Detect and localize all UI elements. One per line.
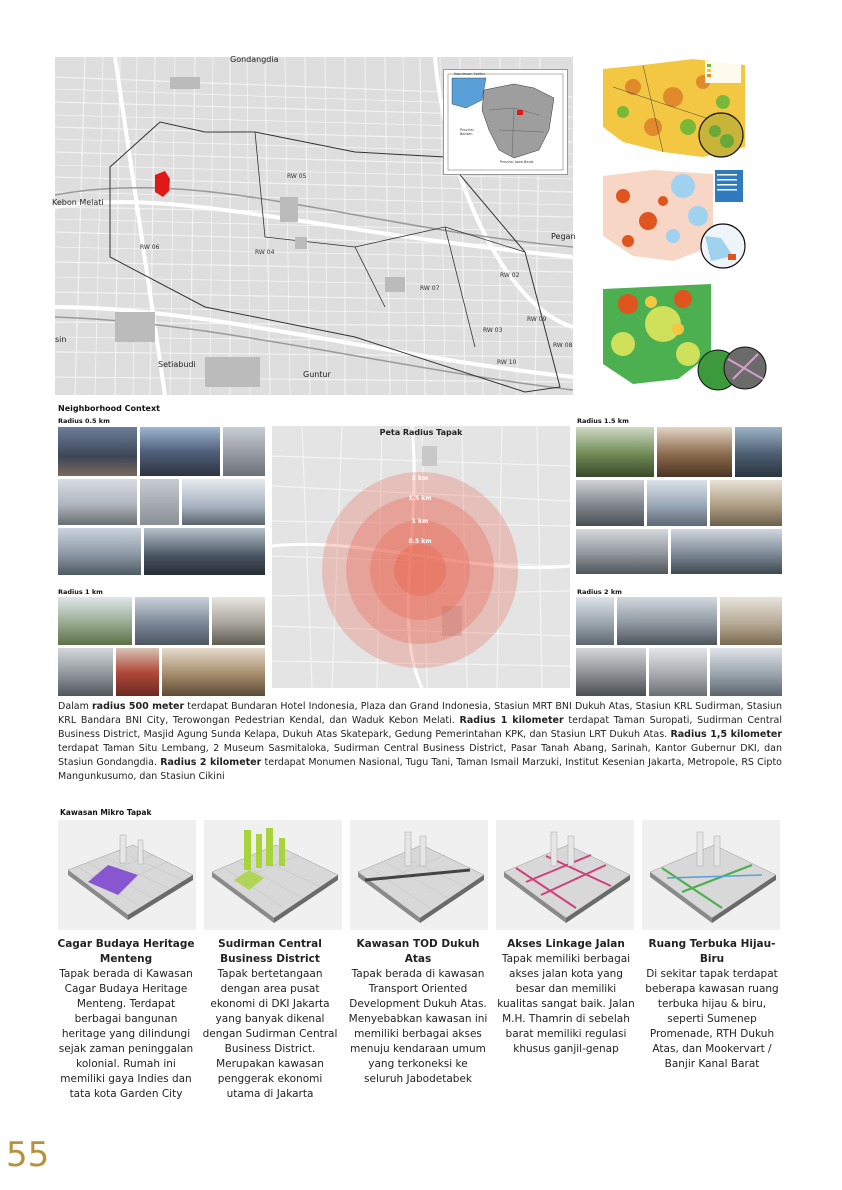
micro-item-linkage	[496, 937, 636, 1057]
photo-tanah-abang	[576, 480, 644, 526]
ring-05km	[394, 544, 446, 596]
photo-skatepark	[58, 648, 113, 696]
radius-2-label: Radius 2 km	[577, 588, 622, 596]
map-label-pegangsaan: Pegan	[551, 232, 576, 241]
photo-tugu-tani	[617, 597, 717, 645]
map-label-rw02: RW 02	[500, 272, 520, 279]
photo-rscm	[710, 648, 782, 696]
micro-body-linkage: Tapak memiliki berbagai akses jalan kota yang besar dan memiliki kualitas sangat baik. Jalan M.H. Thamrin di sebelah barat memiliki regulasi khusus ganjil-genap	[497, 953, 635, 1055]
micro-title: Kawasan Mikro Tapak	[60, 808, 152, 817]
micro-body-heritage: Tapak berada di Kawasan Cagar Budaya Heritage Menteng. Terdapat berbagai bangunan heritage yang dilindungi sejak zaman peninggalan kolonial. Rumah ini memiliki gaya Indies dan tata kota Garden City	[58, 968, 194, 1100]
inset-label-top: Kepulauan Seribu	[454, 72, 485, 76]
site-location-map	[52, 55, 576, 395]
photo-scbd-2	[735, 427, 782, 477]
micro-image-heritage	[58, 820, 196, 930]
thematic-map-2	[603, 166, 745, 272]
photo-monas	[576, 597, 614, 645]
map-label-kebon-melati: Kebon Melati	[52, 198, 104, 207]
map-label-rw05: RW 05	[287, 173, 307, 180]
micro-title-tod: Kawasan TOD Dukuh Atas	[356, 938, 480, 965]
map-label-setiabudi: Setiabudi	[158, 360, 196, 369]
photo-krl-sudirman	[58, 528, 141, 575]
neighborhood-title: Neighborhood Context	[58, 404, 160, 413]
map-label-rw04: RW 04	[255, 249, 275, 256]
micro-body-tod: Tapak berada di kawasan Transport Oriented Development Dukuh Atas. Menyebabkan kawasan ini memiliki berbagai akses menuju kendaraan umum yang terkoneksi ke seluruh Jabodetabek	[348, 968, 488, 1085]
map-label-rw03: RW 03	[483, 327, 503, 334]
para-bold-radius-2km: Radius 2 kilometer	[160, 757, 262, 768]
para-bold-radius-15km: Radius 1,5 kilometer	[670, 729, 783, 740]
photo-kpk	[116, 648, 159, 696]
radius-15-label: Radius 1.5 km	[577, 417, 629, 425]
radius-1-label: Radius 1 km	[58, 588, 103, 596]
photo-museum	[657, 427, 732, 477]
neighborhood-description	[58, 700, 782, 784]
photo-gondangdia-1	[576, 529, 668, 574]
radius-map	[272, 426, 570, 688]
radius-05-label: Radius 0.5 km	[58, 417, 110, 425]
map-label-sin: sin	[55, 335, 67, 344]
micro-item-tod	[348, 937, 488, 1087]
photo-tim	[720, 597, 782, 645]
map-label-rw08: RW 08	[553, 342, 573, 349]
micro-body-scbd: Tapak bertetangaan dengan area pusat ekonomi di DKI Jakarta yang banyak dikenal dengan Sudirman Central Business District. Merupakan kawasan penggerak ekonomi utama di Jakarta	[202, 968, 338, 1100]
micro-image-rth	[642, 820, 780, 930]
photo-tower	[223, 427, 265, 476]
micro-item-rth	[642, 937, 782, 1072]
micro-item-heritage	[56, 937, 196, 1102]
map-label-gondangdia: Gondangdia	[230, 55, 279, 64]
photo-grand-indonesia	[140, 427, 220, 476]
photo-gondangdia-2	[671, 529, 782, 574]
photo-taman-suropati	[58, 597, 132, 645]
micro-title-scbd: Sudirman Central Business District	[218, 938, 322, 965]
ring-label-2km: 2 km	[411, 475, 429, 482]
para-text-2: terdapat Bundaran Hotel Indonesia, Plaza dan Grand Indonesia, Stasiun MRT BNI Dukuh Atas, Stasiun KRL Sudirman, Stasiun KRL Bandara BNI City, Terowongan Pedestrian Kendal, dan Waduk Kebon Melati.	[58, 701, 783, 726]
photo-metropole	[649, 648, 707, 696]
map-label-rw10: RW 10	[497, 359, 517, 366]
para-text-4: terdapat Taman Situ Lembang, 2 Museum Sasmitaloka, Sudirman Central Business District, Pasar Tanah Abang, Sarinah, Kantor Gubernur DKI, dan Stasiun Gondangdia.	[58, 743, 782, 768]
micro-body-rth: Di sekitar tapak terdapat beberapa kawasan ruang terbuka hijau & biru, seperti Sumenep Promenade, RTH Dukuh Atas, dan Mookervart / Banjir Kanal Barat	[645, 968, 779, 1070]
photo-lrt	[162, 648, 265, 696]
map-label-guntur: Guntur	[303, 370, 331, 379]
map-label-rw07: RW 07	[420, 285, 440, 292]
micro-image-linkage	[496, 820, 634, 930]
map-label-rw09: RW 09	[527, 316, 547, 323]
micro-title-rth: Ruang Terbuka Hijau-Biru	[648, 938, 776, 965]
photo-sarinah	[647, 480, 707, 526]
inset-label-bottom: Provinsi Jawa Barat	[500, 160, 534, 164]
photo-scbd	[135, 597, 209, 645]
para-bold-radius-1km: Radius 1 kilometer	[459, 715, 564, 726]
para-text-3: terdapat Taman Suropati, Sudirman Central Business District, Masjid Agung Sunda Kelapa, Dukuh Atas Skatepark, Gedung Pemerintahan KPK, dan Stasiun LRT Dukuh Atas.	[58, 715, 782, 740]
map-label-rw06: RW 06	[140, 244, 160, 251]
micro-image-tod	[350, 820, 488, 930]
ring-label-05km: 0.5 km	[408, 538, 432, 545]
ring-label-15km: 1.5 km	[408, 495, 432, 502]
photo-station-1	[58, 479, 137, 525]
micro-title-heritage: Cagar Budaya Heritage Menteng	[57, 938, 195, 965]
photo-masjid	[212, 597, 265, 645]
radius-map-title: Peta Radius Tapak	[379, 428, 463, 437]
photo-situ-lembang	[576, 427, 654, 477]
inset-label-left: Provinsi Banten	[460, 128, 474, 136]
micro-title-linkage: Akses Linkage Jalan	[507, 938, 625, 950]
thematic-map-1	[603, 57, 745, 162]
para-bold-radius-500: radius 500 meter	[91, 701, 185, 712]
photo-bundaran-hi	[58, 427, 137, 476]
para-text-5: terdapat Monumen Nasional, Tugu Tani, Taman Ismail Marzuki, Institut Kesenian Jakarta, Metropole, RS Cipto Mangunkusumo, dan Stasiun Cikini	[58, 757, 782, 782]
photo-mrt	[144, 528, 265, 575]
page-number: 55	[6, 1135, 50, 1175]
photo-station-2	[140, 479, 179, 525]
micro-image-scbd	[204, 820, 342, 930]
photo-tunnel	[182, 479, 265, 525]
micro-item-scbd	[200, 937, 340, 1102]
ring-label-1km: 1 km	[411, 518, 429, 525]
inset-map	[443, 69, 568, 175]
photo-balaikota	[710, 480, 782, 526]
thematic-map-3	[603, 284, 768, 390]
para-text-1: Dalam	[58, 701, 92, 712]
photo-ikj	[576, 648, 646, 696]
